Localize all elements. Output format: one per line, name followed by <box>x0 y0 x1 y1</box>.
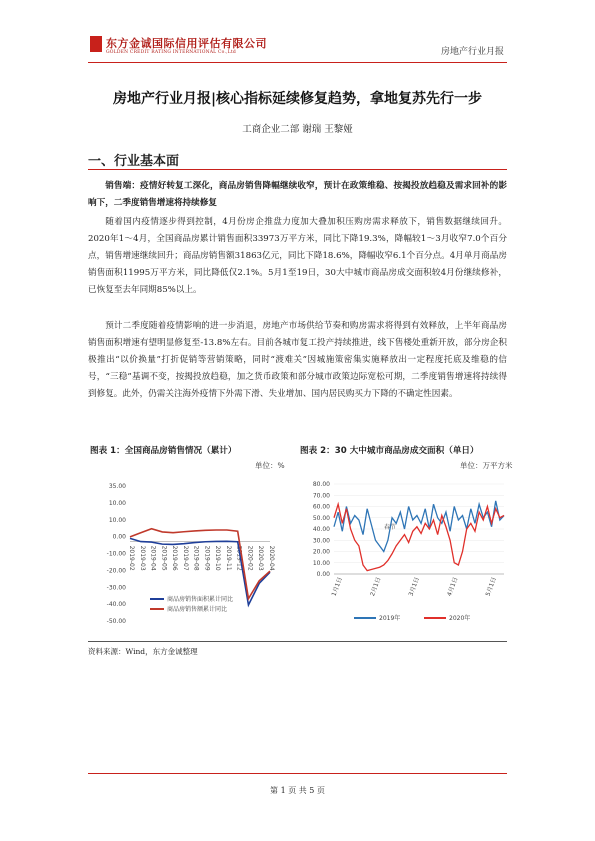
chart1-ytick-label: -10.00 <box>106 550 126 558</box>
body-paragraph-1: 随着国内疫情逐步得到控制，4月份房企推盘力度加大叠加积压购房需求释放下，销售数据继续回升。2020年1～4月，全国商品房累计销售面积33973万平方米，同比下降19.3%，降幅较1～3月收窄7.0个百分点，销售增速继续回升；商品房销售额31863亿元，同比下降18.6%，降幅收窄6.1个百分点。4月单月商品房销售面积11995万平方米，同比降低仅2.1%。5月1至19日，30大中城市商品房成交面积较4月份继续修补，已恢复至去年同期85%以上。 <box>88 217 507 295</box>
figure2-caption: 图表 2：30 大中城市商品房成交面积（单日） <box>300 446 479 456</box>
report-title: 房地产行业月报|核心指标延续修复趋势，拿地复苏先行一步 <box>112 91 483 107</box>
figure1-unit: 单位：% <box>255 461 285 470</box>
report-type: 房地产行业月报 <box>440 47 504 57</box>
chart1-xtick-label: 2019-04 <box>149 545 157 571</box>
chart2-annotation: 春节 <box>384 524 397 531</box>
chart1-xtick-label: 2019-11 <box>224 545 232 571</box>
lead-paragraph <box>88 178 507 212</box>
chart1-xtick-label: 2019-03 <box>138 545 146 571</box>
figure2-unit: 单位：万平方米 <box>460 461 513 470</box>
chart1-xtick-label: 2019-09 <box>203 545 211 571</box>
header-divider <box>88 62 507 63</box>
chart2-xtick-label: 4月1日 <box>446 576 460 598</box>
section-divider <box>88 169 507 170</box>
chart2-legend-label-1: 2020年 <box>449 615 471 622</box>
chart1-xtick-label: 2019-12 <box>235 545 243 571</box>
chart2-legend-label-0: 2019年 <box>379 615 401 622</box>
chart1-sales-cumulative <box>92 476 292 636</box>
report-authors: 工商企业二部 谢瑞 王黎娅 <box>242 124 353 135</box>
body-paragraph-2: 预计二季度随着疫情影响的进一步消退，房地产市场供给节奏和购房需求将得到有效释放，上半年商品房销售面积增速有望明显修复至-13.8%左右。目前各城市复工投产持续推进，线下售楼处重新开放，部分房企积极推出“以价换量”打折促销等营销策略，同时“渡难关”因城施策密集实施释放出一定程度托底及维稳的信号，“三稳”基调不变，按揭投放趋稳，加之货币政策和部分城市政策边际宽松可期，二季度销售增速将持续得到修复。此外，仍需关注海外疫情下外需下滑、失业增加、国内居民购买力下降的不确定性因素。 <box>88 321 507 399</box>
chart1-plot <box>107 483 275 625</box>
chart2-xtick-label: 1月1日 <box>330 576 344 598</box>
chart1-ytick-label: -20.00 <box>106 567 126 575</box>
data-source: 资料来源：Wind，东方金诚整理 <box>88 647 198 656</box>
figure1-caption: 图表 1：全国商品房销售情况（累计） <box>90 446 237 456</box>
chart2-daily-transactions <box>300 476 510 636</box>
chart1-ytick-label: 0.00 <box>112 533 126 541</box>
logo-english-name: GOLDEN CREDIT RATING INTERNATIONAL Co.,Ltd <box>106 50 237 55</box>
chart2-ytick-label: 80.00 <box>312 481 330 488</box>
chart1-xtick-label: 2020-02 <box>246 545 254 571</box>
logo-chinese-name: 东方金诚国际信用评估有限公司 <box>106 37 267 50</box>
chart2-ytick-label: 20.00 <box>312 548 330 556</box>
chart2-plot <box>313 481 504 622</box>
footer-divider <box>88 773 507 774</box>
chart1-ytick-label: 35.00 <box>108 483 126 490</box>
chart1-xtick-label: 2019-02 <box>128 545 135 571</box>
chart1-ytick-label: 10.00 <box>108 499 126 507</box>
chart1-ytick-label: -50.00 <box>106 618 126 625</box>
chart2-series-line-1 <box>334 504 504 570</box>
chart1-xtick-label: 2020-03 <box>257 545 265 571</box>
chart1-ytick-label: -30.00 <box>106 584 126 592</box>
chart2-ytick-label: 50.00 <box>312 514 330 522</box>
chart2-ytick-label: 70.00 <box>312 492 330 500</box>
chart1-ytick-label: 10.00 <box>108 516 126 524</box>
chart2-series-line-0 <box>334 501 504 552</box>
chart1-xtick-label: 2020-04 <box>268 545 275 571</box>
chart1-xtick-label: 2019-07 <box>181 545 189 571</box>
chart2-xtick-label: 5月1日 <box>484 576 498 598</box>
section-heading: 一、行业基本面 <box>88 154 180 169</box>
lead-label: 销售端： <box>105 181 141 191</box>
chart1-legend-label-1: 商品房销售额累计同比 <box>167 606 228 613</box>
logo-mark <box>90 36 102 52</box>
chart2-ytick-label: 0.00 <box>316 571 330 578</box>
chart1-xtick-label: 2019-08 <box>192 545 200 571</box>
chart2-xtick-label: 2月1日 <box>369 576 383 598</box>
chart2-ytick-label: 10.00 <box>312 559 330 567</box>
chart1-xtick-label: 2019-10 <box>214 545 222 571</box>
source-divider <box>88 641 507 642</box>
chart1-xtick-label: 2019-06 <box>171 545 179 571</box>
chart2-ytick-label: 30.00 <box>312 537 330 545</box>
chart1-legend-label-0: 商品房销售面积累计同比 <box>167 596 234 603</box>
chart2-xtick-label: 3月1日 <box>407 576 421 598</box>
page-number: 第 1 页 共 5 页 <box>270 786 325 795</box>
chart1-ytick-label: -40.00 <box>106 601 126 609</box>
chart1-xtick-label: 2019-05 <box>160 545 168 571</box>
chart2-ytick-label: 40.00 <box>312 526 330 533</box>
lead-text: 疫情好转复工深化，商品房销售降幅继续收窄，预计在政策维稳、按揭投放趋稳及需求回补的影响下，二季度销售增速将持续修复 <box>88 181 507 208</box>
chart2-ytick-label: 60.00 <box>312 503 330 511</box>
